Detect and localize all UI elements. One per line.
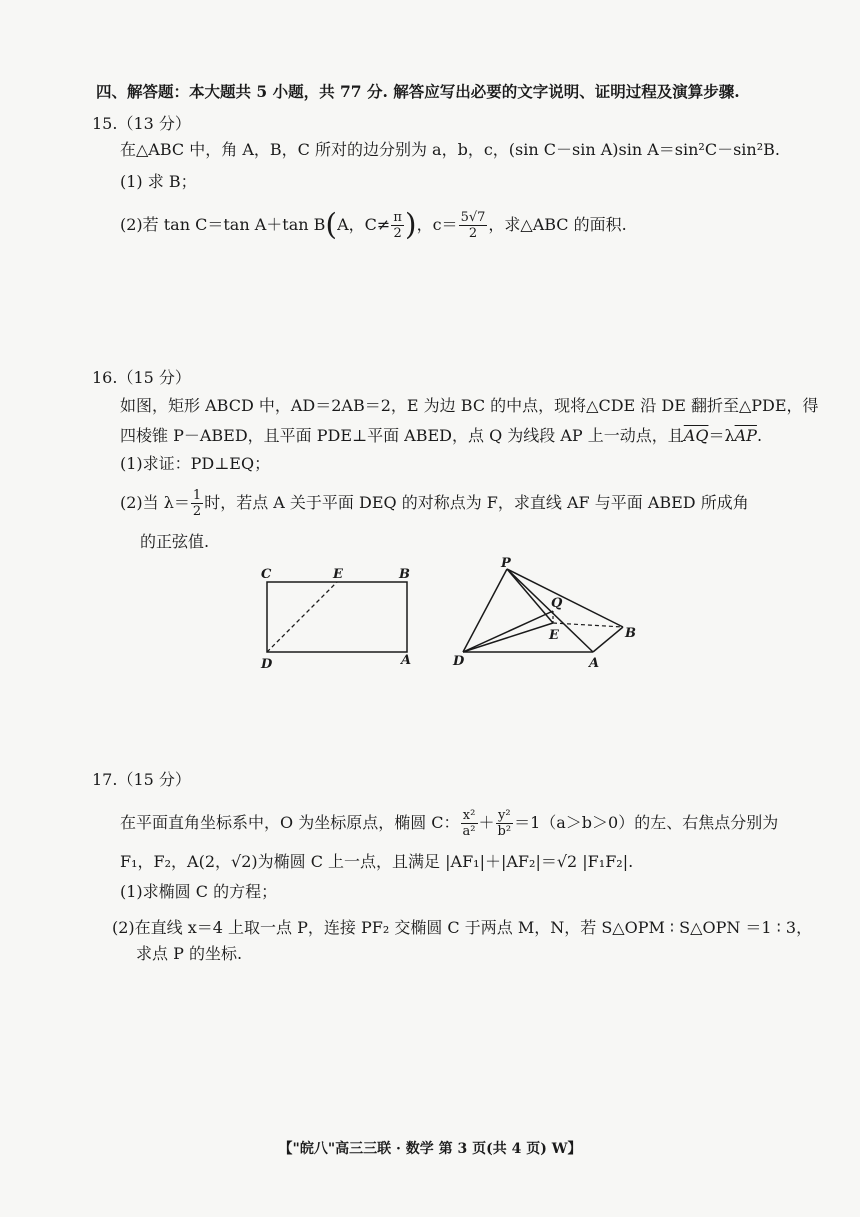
pi-over-two <box>391 210 404 241</box>
q15-part2-cond: A，C≠ <box>337 215 391 234</box>
q16-part2-prefix: (2)当 λ＝ <box>120 493 190 512</box>
left-paren: ( <box>325 207 338 243</box>
q17-part2: (2)在直线 x＝4 上取一点 P，连接 PF₂ 交椭圆 C 于两点 M，N，若 S△OPM ∶ S△OPN ＝1 ∶ 3， <box>112 918 813 937</box>
q15-part2-prefix: (2)若 tan C＝tan A＋tan B <box>120 215 326 234</box>
section-header: 四、解答题：本大题共 5 小题，共 77 分. 解答应写出必要的文字说明、证明过程及演算步骤. <box>96 82 740 101</box>
fig1-label-a: A <box>401 653 412 668</box>
fig1-label-e: E <box>333 567 343 582</box>
q16-line1: 如图，矩形 ABCD 中，AD＝2AB＝2，E 为边 BC 的中点，现将△CDE 沿 DE 翻折至△PDE，得 <box>120 396 819 415</box>
q16-line2 <box>120 424 762 448</box>
q15-part2-suffix: ，求△ABC 的面积. <box>488 215 627 234</box>
fig1-label-b: B <box>399 567 410 582</box>
rectangle-abcd <box>267 582 407 652</box>
fig2-label-q: Q <box>551 596 563 611</box>
x2-num: x² <box>461 808 478 824</box>
half-num: 1 <box>192 488 202 503</box>
vector-ap: $\overline{AP}$ <box>734 426 757 445</box>
figure-pyramid <box>445 555 645 675</box>
q16-part2 <box>120 488 749 519</box>
q17-part2-line2: 求点 P 的坐标. <box>136 944 243 963</box>
q17-part1: (1)求椭圆 C 的方程； <box>120 882 278 901</box>
half-den: 2 <box>192 504 202 519</box>
fig2-label-e: E <box>549 628 559 643</box>
right-paren: ) <box>404 207 417 243</box>
q17-line2: F₁，F₂，A(2，√2)为椭圆 C 上一点，且满足 |AF₁|＋|AF₂|＝√2 |F₁F₂|. <box>120 852 634 871</box>
segment-de-dashed <box>267 582 337 652</box>
c-num: 5√7 <box>460 210 486 225</box>
plus-sign: ＋ <box>478 813 495 832</box>
fig2-label-d: D <box>453 654 465 669</box>
segment-dq <box>463 611 553 652</box>
c-value-fraction <box>459 210 488 241</box>
q17-line1 <box>120 808 778 839</box>
vector-aq: $\overline{AQ}$ <box>683 426 709 445</box>
q16-part1: (1)求证：PD⊥EQ； <box>120 454 271 473</box>
fig2-label-p: P <box>501 556 511 571</box>
q16-part2-line2: 的正弦值. <box>140 532 210 551</box>
q17-number: 17.（15 分） <box>92 770 191 789</box>
edge-pb <box>507 569 623 627</box>
q17-line1-suffix: ＝1（a＞b＞0）的左、右焦点分别为 <box>514 813 779 832</box>
pi-num: π <box>393 210 402 225</box>
q17-line1-prefix: 在平面直角坐标系中，O 为坐标原点，椭圆 C： <box>120 813 460 832</box>
eq-lambda: ＝λ <box>708 426 735 445</box>
y2-num: y² <box>496 808 514 824</box>
q15-number: 15.（13 分） <box>92 114 191 133</box>
a2-den: a² <box>462 824 476 839</box>
q15-c-eq: ，c＝ <box>416 215 458 234</box>
half-fraction <box>191 488 203 519</box>
c-den: 2 <box>468 226 478 241</box>
fig1-label-c: C <box>261 567 272 582</box>
page-footer: 【"皖八"高三三联 · 数学 第 3 页(共 4 页) W】 <box>278 1141 582 1157</box>
edge-ab <box>593 627 623 652</box>
q15-stem: 在△ABC 中，角 A，B，C 所对的边分别为 a，b，c，(sin C－sin A)sin A＝sin²C－sin²B. <box>120 140 780 159</box>
y2-over-b2 <box>496 808 514 839</box>
x2-over-a2 <box>461 808 478 839</box>
fig2-label-b: B <box>625 626 636 641</box>
pi-den: 2 <box>393 226 402 241</box>
fig1-label-d: D <box>261 657 273 672</box>
edge-eb-dashed <box>553 623 623 627</box>
q16-line2-prefix: 四棱锥 P－ABED，且平面 PDE⊥平面 ABED，点 Q 为线段 AP 上一动点，且 <box>120 426 684 445</box>
fig2-label-a: A <box>589 656 600 671</box>
q16-part2-suffix: 时，若点 A 关于平面 DEQ 的对称点为 F，求直线 AF 与平面 ABED 所成角 <box>204 493 749 512</box>
b2-den: b² <box>497 824 512 839</box>
q15-part2 <box>120 207 627 243</box>
q16-number: 16.（15 分） <box>92 368 191 387</box>
figure-rectangle <box>255 560 425 675</box>
q15-part1: (1) 求 B； <box>120 172 197 191</box>
q16-period: . <box>756 426 763 445</box>
